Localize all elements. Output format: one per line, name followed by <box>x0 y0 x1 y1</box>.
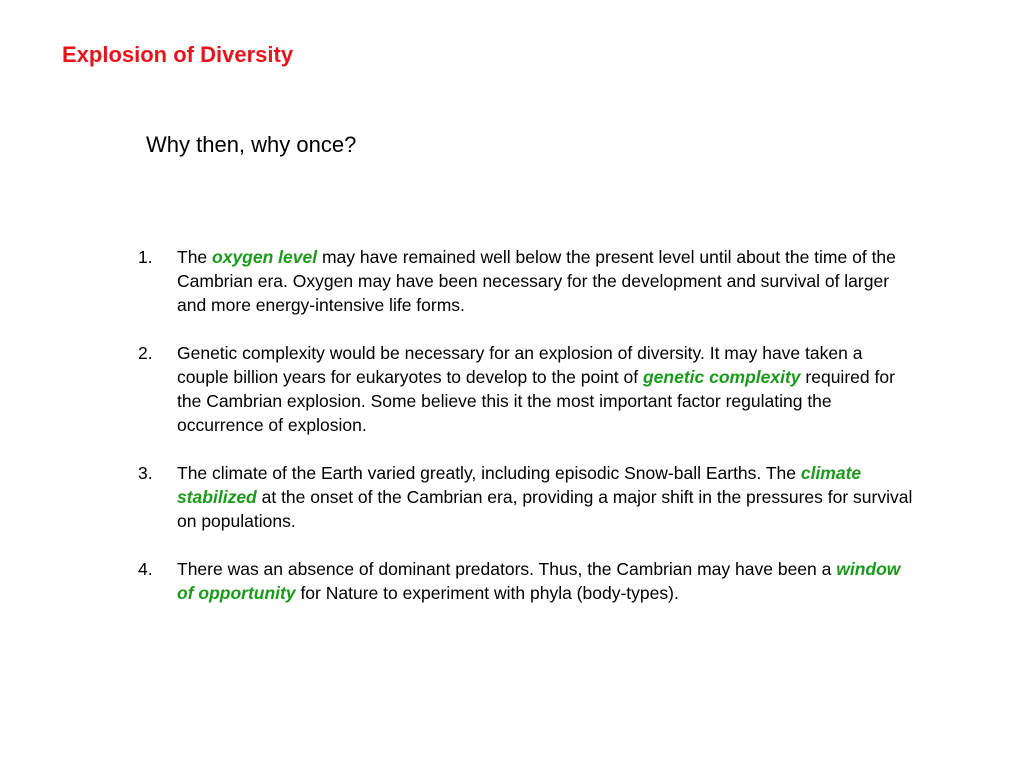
point-item-1 <box>138 245 918 317</box>
point-text-segment: There was an absence of dominant predators. Thus, the Cambrian may have been a <box>177 559 837 579</box>
point-item-3 <box>138 461 918 533</box>
point-item-4 <box>138 557 918 605</box>
point-number: 3. <box>138 463 153 483</box>
point-text <box>177 343 895 435</box>
point-number: 4. <box>138 559 153 579</box>
point-text-segment: for Nature to experiment with phyla (body-types). <box>295 583 679 603</box>
point-text-segment: may have remained well below the present level until about the time of the Cambrian era. Oxygen may have been necessary for the development and survival of larger and more energy-intensive life forms. <box>177 247 896 315</box>
highlighted-term: climate stabilized <box>177 463 862 507</box>
point-text <box>177 463 912 531</box>
point-text-segment: The <box>177 247 213 267</box>
point-text-segment: Genetic complexity would be necessary for an explosion of diversity. It may have taken a couple billion years for eukaryotes to develop to the point of <box>177 343 863 387</box>
slide-title: Explosion of Diversity <box>62 42 294 67</box>
highlighted-term: oxygen level <box>212 247 318 267</box>
point-text-segment: at the onset of the Cambrian era, providing a major shift in the pressures for survival on populations. <box>177 487 913 531</box>
highlighted-term: window of opportunity <box>177 559 901 603</box>
numbered-points-list <box>138 245 918 629</box>
point-text-segment: The climate of the Earth varied greatly, including episodic Snow-ball Earths. The <box>177 463 801 483</box>
point-item-2 <box>138 341 918 437</box>
point-text <box>177 247 896 315</box>
point-text-segment: required for the Cambrian explosion. Some believe this it the most important factor regulating the occurrence of explosion. <box>177 367 895 435</box>
point-number: 2. <box>138 343 153 363</box>
point-number: 1. <box>138 247 153 267</box>
slide-subtitle: Why then, why once? <box>146 132 357 157</box>
highlighted-term: genetic complexity <box>642 367 801 387</box>
point-text <box>177 559 900 603</box>
